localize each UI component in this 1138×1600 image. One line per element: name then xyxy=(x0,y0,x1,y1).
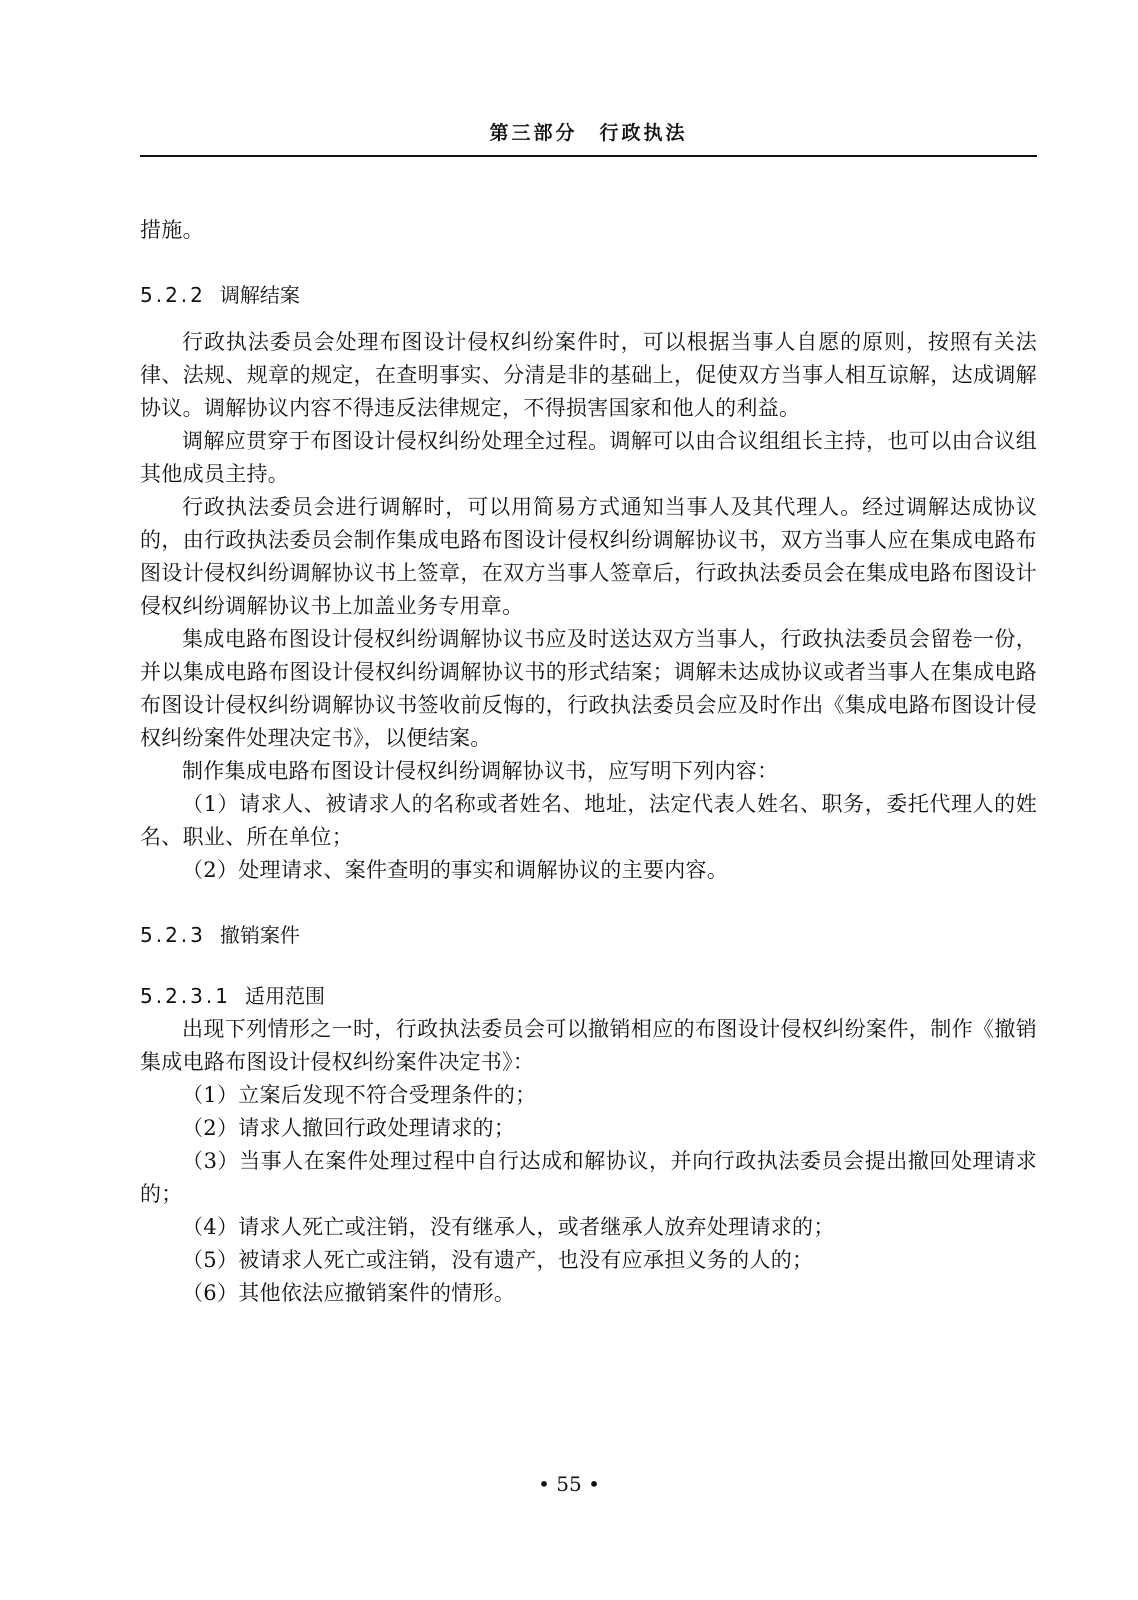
section-number: 5.2.3 xyxy=(140,923,206,947)
paragraph: 行政执法委员会进行调解时，可以用简易方式通知当事人及其代理人。经过调解达成协议的，由行政执法委员会制作集成电路布图设计侵权纠纷调解协议书，双方当事人应在集成电路布图设计侵权纠纷调解协议书上签章，在双方当事人签章后，行政执法委员会在集成电路布图设计侵权纠纷调解协议书上加盖业务专用章。 xyxy=(140,495,1037,618)
page-body xyxy=(140,214,1037,1310)
section-title: 撤销案件 xyxy=(219,923,300,947)
section-heading-5-2-2 xyxy=(140,279,1037,312)
list-item: （4）请求人死亡或注销，没有继承人，或者继承人放弃处理请求的； xyxy=(182,1215,835,1239)
subsection-heading-5-2-3-1 xyxy=(140,980,1037,1013)
top-fragment: 措施。 xyxy=(140,218,204,242)
paragraph: 行政执法委员会处理布图设计侵权纠纷案件时，可以根据当事人自愿的原则，按照有关法律、法规、规章的规定，在查明事实、分清是非的基础上，促使双方当事人相互谅解，达成调解协议。调解协议内容不得违反法律规定，不得损害国家和他人的利益。 xyxy=(140,330,1037,420)
list-item: （1）立案后发现不符合受理条件的； xyxy=(182,1083,537,1107)
header-rule xyxy=(140,155,1037,157)
running-header: 第三部分 行政执法 xyxy=(489,122,688,144)
paragraph: 集成电路布图设计侵权纠纷调解协议书应及时送达双方当事人，行政执法委员会留卷一份，并以集成电路布图设计侵权纠纷调解协议书的形式结案；调解未达成协议或者当事人在集成电路布图设计侵权纠纷调解协议书签收前反悔的，行政执法委员会应及时作出《集成电路布图设计侵权纠纷案件处理决定书》，以便结案。 xyxy=(140,627,1037,750)
section-number: 5.2.2 xyxy=(140,283,206,307)
list-item: （2）处理请求、案件查明的事实和调解协议的主要内容。 xyxy=(182,858,729,882)
paragraph: 出现下列情形之一时，行政执法委员会可以撤销相应的布图设计侵权纠纷案件，制作《撤销集成电路布图设计侵权纠纷案件决定书》： xyxy=(140,1017,1037,1074)
paragraph: 制作集成电路布图设计侵权纠纷调解协议书，应写明下列内容： xyxy=(182,759,779,783)
page-number: • 55 • xyxy=(538,1472,600,1496)
section-heading-5-2-3 xyxy=(140,919,1037,952)
list-item: （1）请求人、被请求人的名称或者姓名、地址，法定代表人姓名、职务，委托代理人的姓名、职业、所在单位； xyxy=(140,792,1037,849)
list-item: （6）其他依法应撤销案件的情形。 xyxy=(182,1281,516,1305)
paragraph: 调解应贯穿于布图设计侵权纠纷处理全过程。调解可以由合议组组长主持，也可以由合议组其他成员主持。 xyxy=(140,429,1037,486)
section-number: 5.2.3.1 xyxy=(140,984,231,1008)
section-title: 适用范围 xyxy=(244,984,325,1008)
list-item: （2）请求人撤回行政处理请求的； xyxy=(182,1116,516,1140)
list-item: （5）被请求人死亡或注销，没有遗产，也没有应承担义务的人的； xyxy=(182,1248,814,1272)
section-title: 调解结案 xyxy=(219,283,300,307)
list-item: （3）当事人在案件处理过程中自行达成和解协议，并向行政执法委员会提出撤回处理请求的； xyxy=(140,1149,1037,1206)
